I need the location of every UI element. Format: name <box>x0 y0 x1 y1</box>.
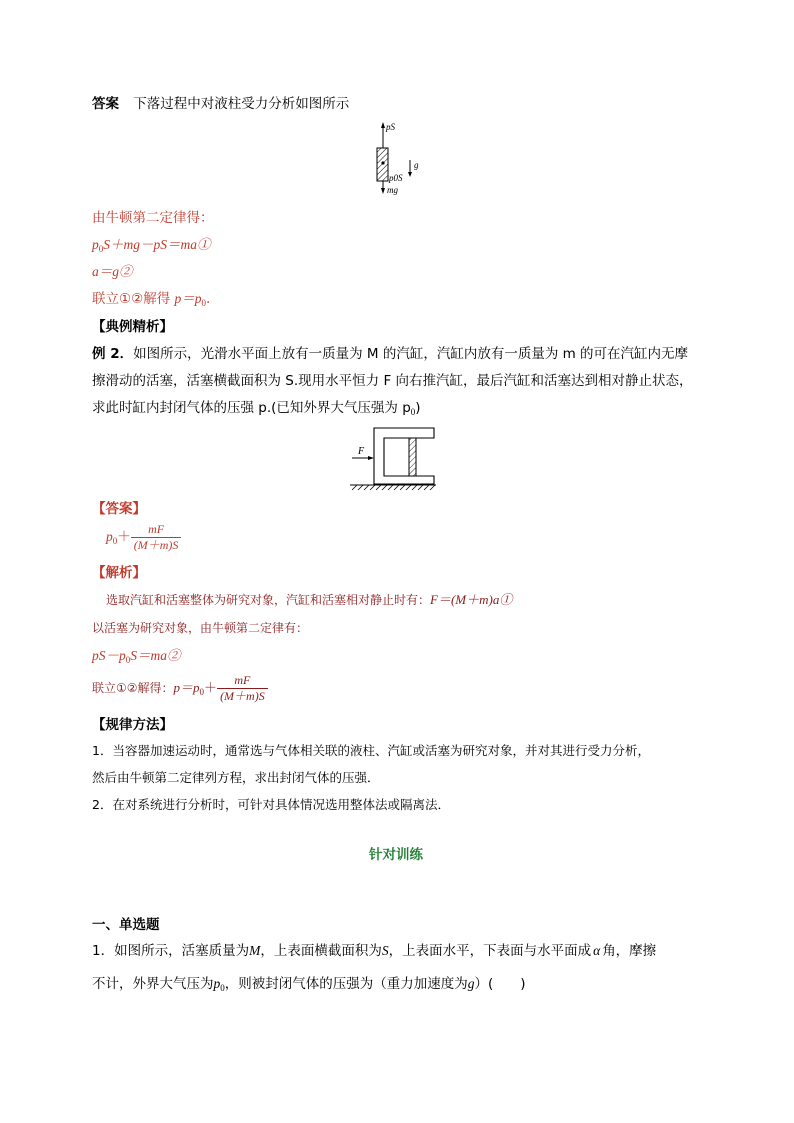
q1-text-a: 1．如图所示，活塞质量为 <box>92 943 250 959</box>
example-sub: 0 <box>410 407 416 417</box>
equation-1 <box>92 236 211 258</box>
combine-eq: p＝p <box>174 291 202 306</box>
mg-label: mg <box>387 185 398 195</box>
analysis-line-3 <box>92 647 181 669</box>
analysis-eq-4-sub: 0 <box>199 687 205 697</box>
analysis-text-4: 联立①②解得： <box>92 681 174 695</box>
example-line-1 <box>92 345 688 363</box>
combine-sub: 0 <box>201 298 206 308</box>
ps-label: pS <box>386 122 395 132</box>
analysis-eq-3b: S＝ma② <box>130 648 181 663</box>
q1-S: S <box>381 943 389 958</box>
analysis-eq-3-sub: 0 <box>125 655 131 665</box>
q1-sub: 0 <box>220 983 225 993</box>
method-item-1a: 1．当容器加速运动时，通常选与气体相关联的液柱、汽缸或活塞为研究对象，并对其进行受力分析， <box>92 743 650 758</box>
question-1-line-2 <box>92 975 526 997</box>
p0s-label: p0S <box>389 173 403 183</box>
method-heading: 【规律方法】 <box>92 717 173 733</box>
example-title: 例 2． <box>92 346 134 362</box>
analysis-eq-4-plus: ＋ <box>204 681 218 696</box>
eq1-p: p <box>92 237 99 252</box>
example-text-3: 求此时缸内封闭气体的压强 p.(已知外界大气压强为 p <box>92 400 411 416</box>
answer-label: 答案 <box>92 96 119 112</box>
q1-text-g: ）( ) <box>474 976 526 992</box>
example-line-3 <box>92 399 421 421</box>
example-heading: 【典例精析】 <box>92 319 173 335</box>
equation-2: a＝g② <box>92 264 133 279</box>
answer-plus: ＋ <box>117 529 131 545</box>
analysis-heading: 【解析】 <box>92 565 146 581</box>
answer-p: p <box>106 529 113 544</box>
training-title: 针对训练 <box>369 847 423 863</box>
answer-intro: 下落过程中对液柱受力分析如图所示 <box>133 96 350 112</box>
q1-text-c: ，上表面水平，下表面与水平面成 <box>388 943 592 959</box>
analysis-line-1 <box>106 591 512 609</box>
analysis-eq-3a: pS－p <box>92 648 126 663</box>
g-label: g <box>414 160 419 170</box>
q1-text-e: 不计，外界大气压为 <box>92 976 214 992</box>
combine-end: . <box>206 291 211 307</box>
answer-heading: 【答案】 <box>92 501 146 517</box>
q1-text-f: ，则被封闭气体的压强为（重力加速度为 <box>224 976 468 992</box>
method-item-2: 2．在对系统进行分析时，可针对具体情况选用整体法或隔离法． <box>92 797 450 812</box>
analysis-text-1: 选取汽缸和活塞整体为研究对象，汽缸和活塞相对静止时有： <box>106 593 431 607</box>
cylinder-piston-figure <box>346 424 438 494</box>
combine-line <box>92 290 210 312</box>
q1-M: M <box>249 943 261 958</box>
q1-p: p <box>213 976 221 991</box>
analysis-denominator: (M＋m)S <box>220 689 265 703</box>
section-heading: 一、单选题 <box>92 917 160 933</box>
answer-formula <box>106 520 181 554</box>
analysis-line-2: 以活塞为研究对象，由牛顿第二定律有： <box>92 621 309 635</box>
answer1-line <box>92 95 349 113</box>
analysis-fraction <box>217 673 268 704</box>
q1-g: g <box>467 976 475 991</box>
answer-denominator: (M＋m)S <box>133 537 179 552</box>
newton-law-line: 由牛顿第二定律得： <box>92 210 214 226</box>
example-text-1: 如图所示，光滑水平面上放有一质量为 M 的汽缸，汽缸内放有一质量为 m 的可在汽缸内无摩 <box>133 346 689 362</box>
liquid-column-force-diagram <box>360 118 430 200</box>
method-item-1b: 然后由牛顿第二定律列方程，求出封闭气体的压强． <box>92 770 380 785</box>
q1-text-b: ，上表面横截面积为 <box>260 943 382 959</box>
example-line-2: 擦滑动的活塞，活塞横截面积为 S.现用水平恒力 F 向右推汽缸，最后汽缸和活塞达到相对静止状态， <box>92 373 693 389</box>
eq1-rest: S＋mg－pS＝ma① <box>103 237 211 252</box>
eq1-sub: 0 <box>98 244 104 254</box>
q1-text-d: 角，摩擦 <box>602 943 657 959</box>
answer-sub: 0 <box>112 536 118 546</box>
combine-text: 联立①②解得 <box>92 291 175 307</box>
question-1-line-1 <box>92 942 656 960</box>
q1-alpha: α <box>593 943 601 958</box>
analysis-eq-1: F＝(M＋m)a① <box>430 592 513 607</box>
analysis-numerator: mF <box>217 673 268 689</box>
example-end: ) <box>415 400 421 416</box>
f-label: F <box>358 446 365 457</box>
analysis-line-4 <box>92 670 268 706</box>
analysis-eq-4: p＝p <box>173 680 200 695</box>
answer-fraction <box>131 522 182 553</box>
answer-numerator: mF <box>131 522 182 538</box>
